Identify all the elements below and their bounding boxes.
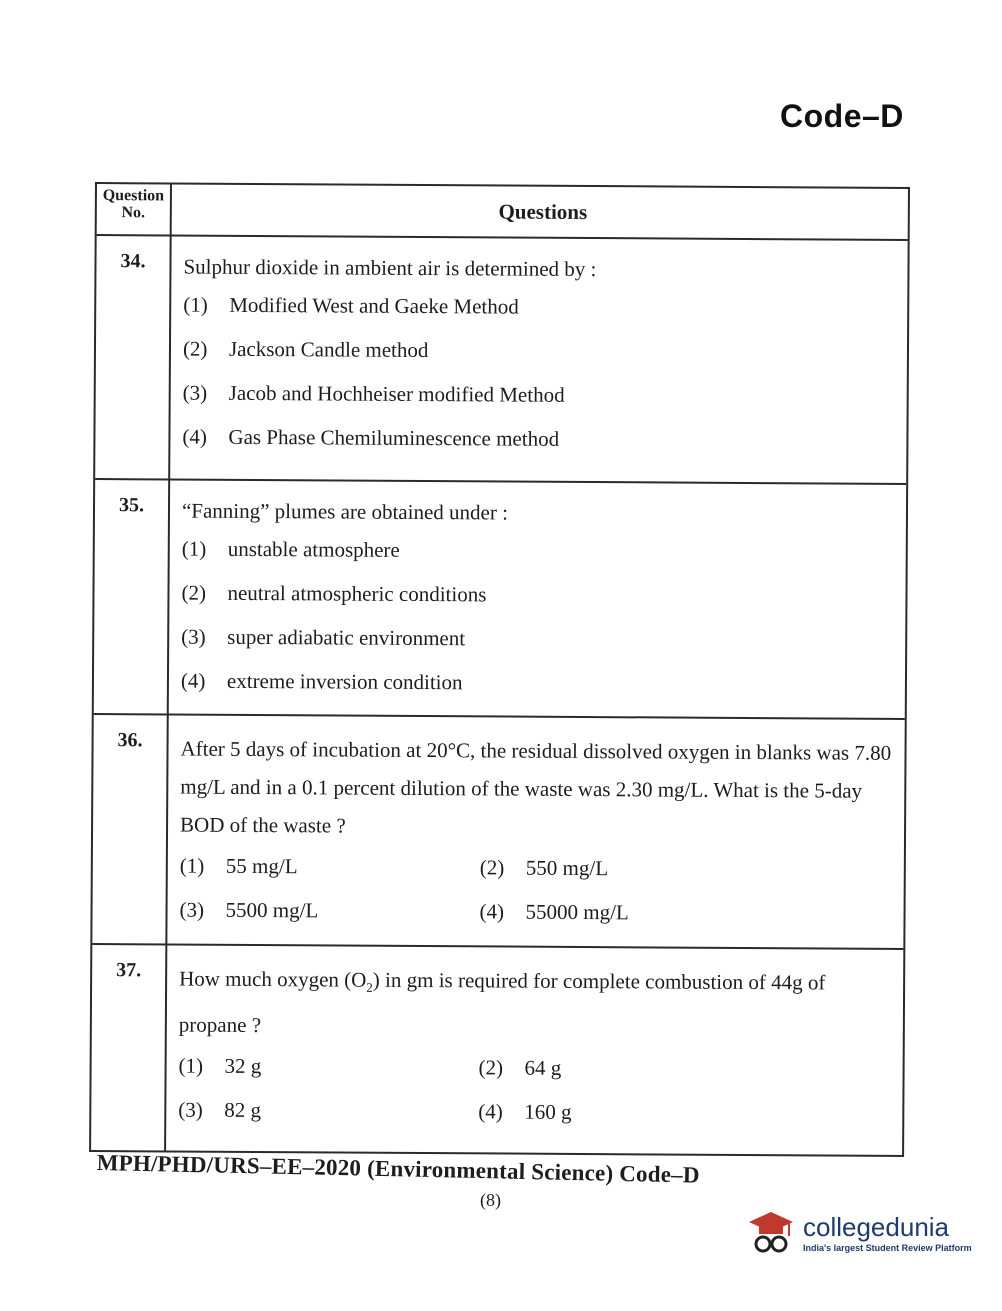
brand-tagline: India's largest Student Review Platform: [803, 1243, 972, 1253]
question-row-35: [94, 478, 906, 718]
option: (2) 64 g: [478, 1055, 562, 1081]
option: (4) 160 g: [478, 1099, 572, 1125]
option: (3) Jacob and Hochheiser modified Method: [182, 380, 565, 407]
exam-code-label: Code–D: [780, 98, 904, 134]
option: (1) 55 mg/L: [179, 853, 298, 879]
option: (2) Jackson Candle method: [182, 336, 429, 363]
collegedunia-watermark: [745, 1208, 972, 1258]
header-question-no: Question No.: [97, 184, 172, 234]
options-grid: [179, 854, 897, 934]
option: (3) super adiabatic environment: [181, 624, 466, 651]
question-body: [169, 480, 906, 717]
question-row-34: [95, 234, 907, 483]
question-stem: Sulphur dioxide in ambient air is determined by :: [183, 254, 597, 282]
question-number: 37.: [91, 945, 167, 1150]
option: (1) Modified West and Gaeke Method: [183, 292, 519, 319]
question-stem: How much oxygen $(O_2)$ in gm is required for complete combustion of 44g of propane ?: [178, 966, 826, 1038]
header-questions: Questions: [498, 199, 588, 225]
option: (1) unstable atmosphere: [181, 536, 400, 562]
option: (1) 32 g: [178, 1053, 262, 1079]
question-number: 34.: [95, 236, 171, 478]
brand: [803, 1213, 972, 1253]
question-row-37: [91, 943, 903, 1155]
brand-name: collegedunia: [803, 1212, 950, 1242]
graduate-cap-icon: [745, 1208, 797, 1258]
question-table: [89, 182, 910, 1157]
question-body: [170, 236, 907, 482]
question-stem: After 5 days of incubation at 20°C, the residual dissolved oxygen in blanks was 7.80 mg/L and in a 0.1 percent dilution of the waste was 2.30 mg/L. What is the 5-day BOD of the waste ?: [180, 736, 892, 838]
page-number: (8): [480, 1190, 501, 1210]
question-body: [167, 715, 904, 947]
table-header: [97, 184, 908, 239]
option: (3) 5500 mg/L: [179, 897, 319, 923]
option: (2) neutral atmospheric conditions: [181, 580, 487, 607]
question-stem: “Fanning” plumes are obtained under :: [181, 498, 509, 525]
question-number: 35.: [94, 480, 170, 713]
option: (4) 55000 mg/L: [479, 899, 629, 925]
exam-footer: MPH/PHD/URS–EE–2020 (Environmental Science) Code–D: [96, 1150, 700, 1188]
question-number: 36.: [92, 715, 168, 943]
question-row-36: [92, 713, 904, 948]
question-body: [166, 945, 903, 1154]
options-grid: [178, 1054, 896, 1134]
option: (4) Gas Phase Chemiluminescence method: [182, 424, 560, 451]
option: (3) 82 g: [178, 1097, 262, 1123]
option: (2) 550 mg/L: [479, 855, 609, 881]
option: (4) extreme inversion condition: [180, 668, 463, 695]
